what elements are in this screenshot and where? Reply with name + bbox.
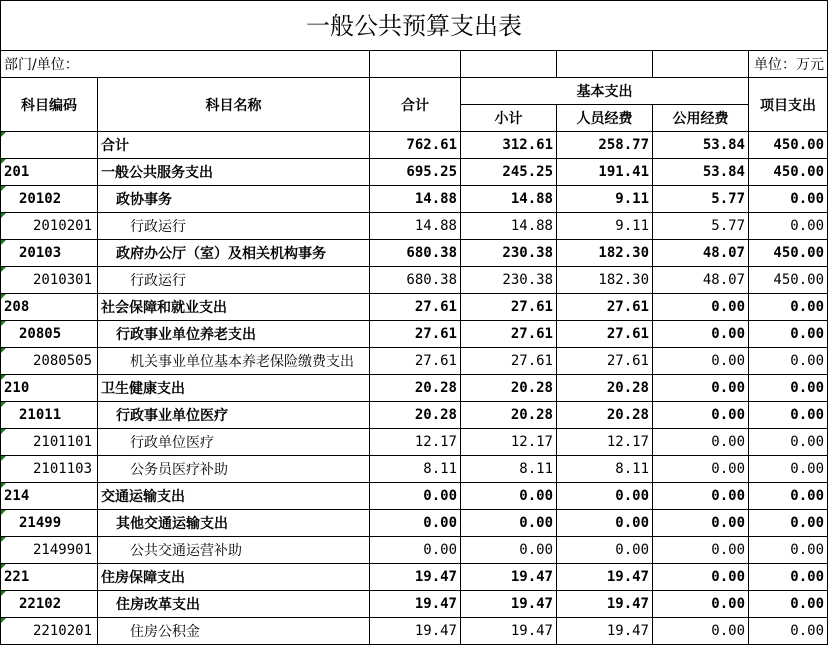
public-value-cell[interactable]: 5.77 <box>653 213 749 240</box>
subject-name-cell[interactable]: 住房保障支出 <box>98 564 370 591</box>
subtotal-value-cell[interactable]: 0.00 <box>461 537 557 564</box>
subject-code-cell[interactable]: 21499 <box>1 510 98 537</box>
empty-cell[interactable] <box>557 51 653 78</box>
project-value-cell[interactable]: 0.00 <box>749 321 828 348</box>
table-row <box>1 564 828 591</box>
subject-name-cell[interactable]: 其他交通运输支出 <box>98 510 370 537</box>
subject-code-cell[interactable]: 20805 <box>1 321 98 348</box>
subtotal-value-cell[interactable]: 27.61 <box>461 294 557 321</box>
subtotal-value-cell[interactable]: 0.00 <box>461 510 557 537</box>
unit-row <box>1 51 828 78</box>
subtotal-value-cell[interactable]: 8.11 <box>461 456 557 483</box>
table-title: 一般公共预算支出表 <box>0 0 828 51</box>
subject-name-cell[interactable]: 住房公积金 <box>98 618 370 645</box>
subtotal-value-cell[interactable]: 19.47 <box>461 618 557 645</box>
subtotal-value-cell[interactable]: 230.38 <box>461 267 557 294</box>
subject-name-cell[interactable]: 行政单位医疗 <box>98 429 370 456</box>
personnel-value-cell[interactable]: 182.30 <box>557 267 653 294</box>
public-value-cell[interactable]: 48.07 <box>653 267 749 294</box>
project-value-cell[interactable]: 0.00 <box>749 402 828 429</box>
project-value-cell[interactable]: 0.00 <box>749 510 828 537</box>
table-row <box>1 186 828 213</box>
table-row <box>1 402 828 429</box>
subtotal-value-cell[interactable]: 312.61 <box>461 132 557 159</box>
project-value-cell[interactable]: 450.00 <box>749 132 828 159</box>
subtotal-value-cell[interactable]: 27.61 <box>461 348 557 375</box>
total-value-cell[interactable]: 680.38 <box>370 240 461 267</box>
personnel-value-cell[interactable]: 0.00 <box>557 510 653 537</box>
total-value-cell[interactable]: 8.11 <box>370 456 461 483</box>
header-basic[interactable]: 基本支出 <box>461 78 749 105</box>
personnel-value-cell[interactable]: 19.47 <box>557 591 653 618</box>
subject-code-cell[interactable]: 2101101 <box>1 429 98 456</box>
header-public[interactable]: 公用经费 <box>653 105 749 132</box>
total-value-cell[interactable]: 14.88 <box>370 213 461 240</box>
personnel-value-cell[interactable]: 27.61 <box>557 321 653 348</box>
table-row <box>1 321 828 348</box>
subject-name-cell[interactable]: 行政运行 <box>98 267 370 294</box>
personnel-value-cell[interactable]: 19.47 <box>557 564 653 591</box>
subtotal-value-cell[interactable]: 0.00 <box>461 483 557 510</box>
public-value-cell[interactable]: 0.00 <box>653 537 749 564</box>
personnel-value-cell[interactable]: 8.11 <box>557 456 653 483</box>
subject-name-cell[interactable]: 公共交通运营补助 <box>98 537 370 564</box>
subject-code-cell[interactable]: 208 <box>1 294 98 321</box>
total-value-cell[interactable]: 680.38 <box>370 267 461 294</box>
subtotal-value-cell[interactable]: 20.28 <box>461 375 557 402</box>
header-code[interactable]: 科目编码 <box>1 78 98 132</box>
table-row <box>1 294 828 321</box>
personnel-value-cell[interactable]: 12.17 <box>557 429 653 456</box>
table-row <box>1 267 828 294</box>
total-value-cell[interactable]: 0.00 <box>370 483 461 510</box>
personnel-value-cell[interactable]: 0.00 <box>557 483 653 510</box>
subject-code-cell[interactable]: 221 <box>1 564 98 591</box>
total-value-cell[interactable]: 14.88 <box>370 186 461 213</box>
total-value-cell[interactable]: 12.17 <box>370 429 461 456</box>
project-value-cell[interactable]: 0.00 <box>749 537 828 564</box>
empty-cell[interactable] <box>370 51 461 78</box>
subtotal-value-cell[interactable]: 27.61 <box>461 321 557 348</box>
project-value-cell[interactable]: 0.00 <box>749 429 828 456</box>
personnel-value-cell[interactable]: 9.11 <box>557 186 653 213</box>
total-value-cell[interactable]: 27.61 <box>370 321 461 348</box>
total-value-cell[interactable]: 19.47 <box>370 618 461 645</box>
public-value-cell[interactable]: 53.84 <box>653 132 749 159</box>
total-value-cell[interactable]: 0.00 <box>370 510 461 537</box>
public-value-cell[interactable]: 48.07 <box>653 240 749 267</box>
total-value-cell[interactable]: 20.28 <box>370 402 461 429</box>
subtotal-value-cell[interactable]: 20.28 <box>461 402 557 429</box>
subtotal-value-cell[interactable]: 14.88 <box>461 213 557 240</box>
subject-code-cell[interactable]: 2010201 <box>1 213 98 240</box>
dept-label[interactable]: 部门/单位： <box>1 51 370 78</box>
budget-table <box>0 50 828 645</box>
table-row <box>1 483 828 510</box>
subtotal-value-cell[interactable]: 14.88 <box>461 186 557 213</box>
subject-code-cell[interactable]: 21011 <box>1 402 98 429</box>
total-value-cell[interactable]: 27.61 <box>370 294 461 321</box>
project-value-cell[interactable]: 0.00 <box>749 375 828 402</box>
table-row <box>1 537 828 564</box>
public-value-cell[interactable]: 0.00 <box>653 483 749 510</box>
empty-cell[interactable] <box>653 51 749 78</box>
public-value-cell[interactable]: 0.00 <box>653 564 749 591</box>
header-row-1 <box>1 78 828 105</box>
personnel-value-cell[interactable]: 20.28 <box>557 375 653 402</box>
empty-cell[interactable] <box>461 51 557 78</box>
total-value-cell[interactable]: 19.47 <box>370 591 461 618</box>
header-personnel[interactable]: 人员经费 <box>557 105 653 132</box>
subtotal-value-cell[interactable]: 19.47 <box>461 564 557 591</box>
project-value-cell[interactable]: 0.00 <box>749 456 828 483</box>
subject-name-cell[interactable]: 行政事业单位医疗 <box>98 402 370 429</box>
subject-code-cell[interactable]: 214 <box>1 483 98 510</box>
subject-code-cell[interactable]: 201 <box>1 159 98 186</box>
total-value-cell[interactable]: 695.25 <box>370 159 461 186</box>
subject-name-cell[interactable]: 一般公共服务支出 <box>98 159 370 186</box>
project-value-cell[interactable]: 0.00 <box>749 591 828 618</box>
project-value-cell[interactable]: 0.00 <box>749 483 828 510</box>
table-row <box>1 510 828 537</box>
personnel-value-cell[interactable]: 19.47 <box>557 618 653 645</box>
unit-label[interactable]: 单位：万元 <box>749 51 828 78</box>
subtotal-value-cell[interactable]: 12.17 <box>461 429 557 456</box>
total-value-cell[interactable]: 27.61 <box>370 348 461 375</box>
personnel-value-cell[interactable]: 9.11 <box>557 213 653 240</box>
table-row <box>1 375 828 402</box>
table-row <box>1 591 828 618</box>
project-value-cell[interactable]: 0.00 <box>749 564 828 591</box>
public-value-cell[interactable]: 0.00 <box>653 510 749 537</box>
project-value-cell[interactable]: 0.00 <box>749 294 828 321</box>
public-value-cell[interactable]: 0.00 <box>653 321 749 348</box>
personnel-value-cell[interactable]: 27.61 <box>557 294 653 321</box>
total-value-cell[interactable]: 0.00 <box>370 537 461 564</box>
subject-code-cell[interactable]: 20102 <box>1 186 98 213</box>
total-value-cell[interactable]: 20.28 <box>370 375 461 402</box>
subject-name-cell[interactable]: 政协事务 <box>98 186 370 213</box>
table-row <box>1 240 828 267</box>
subject-code-cell[interactable]: 2101103 <box>1 456 98 483</box>
personnel-value-cell[interactable]: 27.61 <box>557 348 653 375</box>
personnel-value-cell[interactable]: 191.41 <box>557 159 653 186</box>
subject-name-cell[interactable]: 社会保障和就业支出 <box>98 294 370 321</box>
table-row <box>1 456 828 483</box>
project-value-cell[interactable]: 0.00 <box>749 618 828 645</box>
subject-name-cell[interactable]: 政府办公厅（室）及相关机构事务 <box>98 240 370 267</box>
public-value-cell[interactable]: 0.00 <box>653 348 749 375</box>
table-row <box>1 132 828 159</box>
subject-code-cell[interactable]: 20103 <box>1 240 98 267</box>
public-value-cell[interactable]: 0.00 <box>653 375 749 402</box>
project-value-cell[interactable]: 0.00 <box>749 348 828 375</box>
subject-code-cell[interactable]: 2210201 <box>1 618 98 645</box>
subject-code-cell[interactable]: 2080505 <box>1 348 98 375</box>
table-row <box>1 159 828 186</box>
header-subtotal[interactable]: 小计 <box>461 105 557 132</box>
subtotal-value-cell[interactable]: 19.47 <box>461 591 557 618</box>
public-value-cell[interactable]: 0.00 <box>653 456 749 483</box>
subtotal-value-cell[interactable]: 245.25 <box>461 159 557 186</box>
project-value-cell[interactable]: 0.00 <box>749 186 828 213</box>
public-value-cell[interactable]: 0.00 <box>653 429 749 456</box>
header-project[interactable]: 项目支出 <box>749 78 828 132</box>
subject-code-cell[interactable]: 210 <box>1 375 98 402</box>
subject-code-cell[interactable]: 2149901 <box>1 537 98 564</box>
subject-name-cell[interactable]: 合计 <box>98 132 370 159</box>
public-value-cell[interactable]: 0.00 <box>653 618 749 645</box>
public-value-cell[interactable]: 0.00 <box>653 402 749 429</box>
personnel-value-cell[interactable]: 20.28 <box>557 402 653 429</box>
subject-name-cell[interactable]: 行政事业单位养老支出 <box>98 321 370 348</box>
subject-code-cell[interactable] <box>1 132 98 159</box>
subject-code-cell[interactable]: 22102 <box>1 591 98 618</box>
subject-name-cell[interactable]: 卫生健康支出 <box>98 375 370 402</box>
public-value-cell[interactable]: 5.77 <box>653 186 749 213</box>
subject-name-cell[interactable]: 交通运输支出 <box>98 483 370 510</box>
public-value-cell[interactable]: 0.00 <box>653 294 749 321</box>
header-name[interactable]: 科目名称 <box>98 78 370 132</box>
table-row <box>1 348 828 375</box>
subtotal-value-cell[interactable]: 230.38 <box>461 240 557 267</box>
subject-name-cell[interactable]: 行政运行 <box>98 213 370 240</box>
subject-code-cell[interactable]: 2010301 <box>1 267 98 294</box>
table-row <box>1 429 828 456</box>
personnel-value-cell[interactable]: 258.77 <box>557 132 653 159</box>
total-value-cell[interactable]: 19.47 <box>370 564 461 591</box>
personnel-value-cell[interactable]: 182.30 <box>557 240 653 267</box>
project-value-cell[interactable]: 450.00 <box>749 267 828 294</box>
project-value-cell[interactable]: 450.00 <box>749 159 828 186</box>
project-value-cell[interactable]: 450.00 <box>749 240 828 267</box>
public-value-cell[interactable]: 53.84 <box>653 159 749 186</box>
personnel-value-cell[interactable]: 0.00 <box>557 537 653 564</box>
subject-name-cell[interactable]: 住房改革支出 <box>98 591 370 618</box>
subject-name-cell[interactable]: 公务员医疗补助 <box>98 456 370 483</box>
table-row <box>1 213 828 240</box>
total-value-cell[interactable]: 762.61 <box>370 132 461 159</box>
project-value-cell[interactable]: 0.00 <box>749 213 828 240</box>
public-value-cell[interactable]: 0.00 <box>653 591 749 618</box>
subject-name-cell[interactable]: 机关事业单位基本养老保险缴费支出 <box>98 348 370 375</box>
header-total[interactable]: 合计 <box>370 78 461 132</box>
table-row <box>1 618 828 645</box>
